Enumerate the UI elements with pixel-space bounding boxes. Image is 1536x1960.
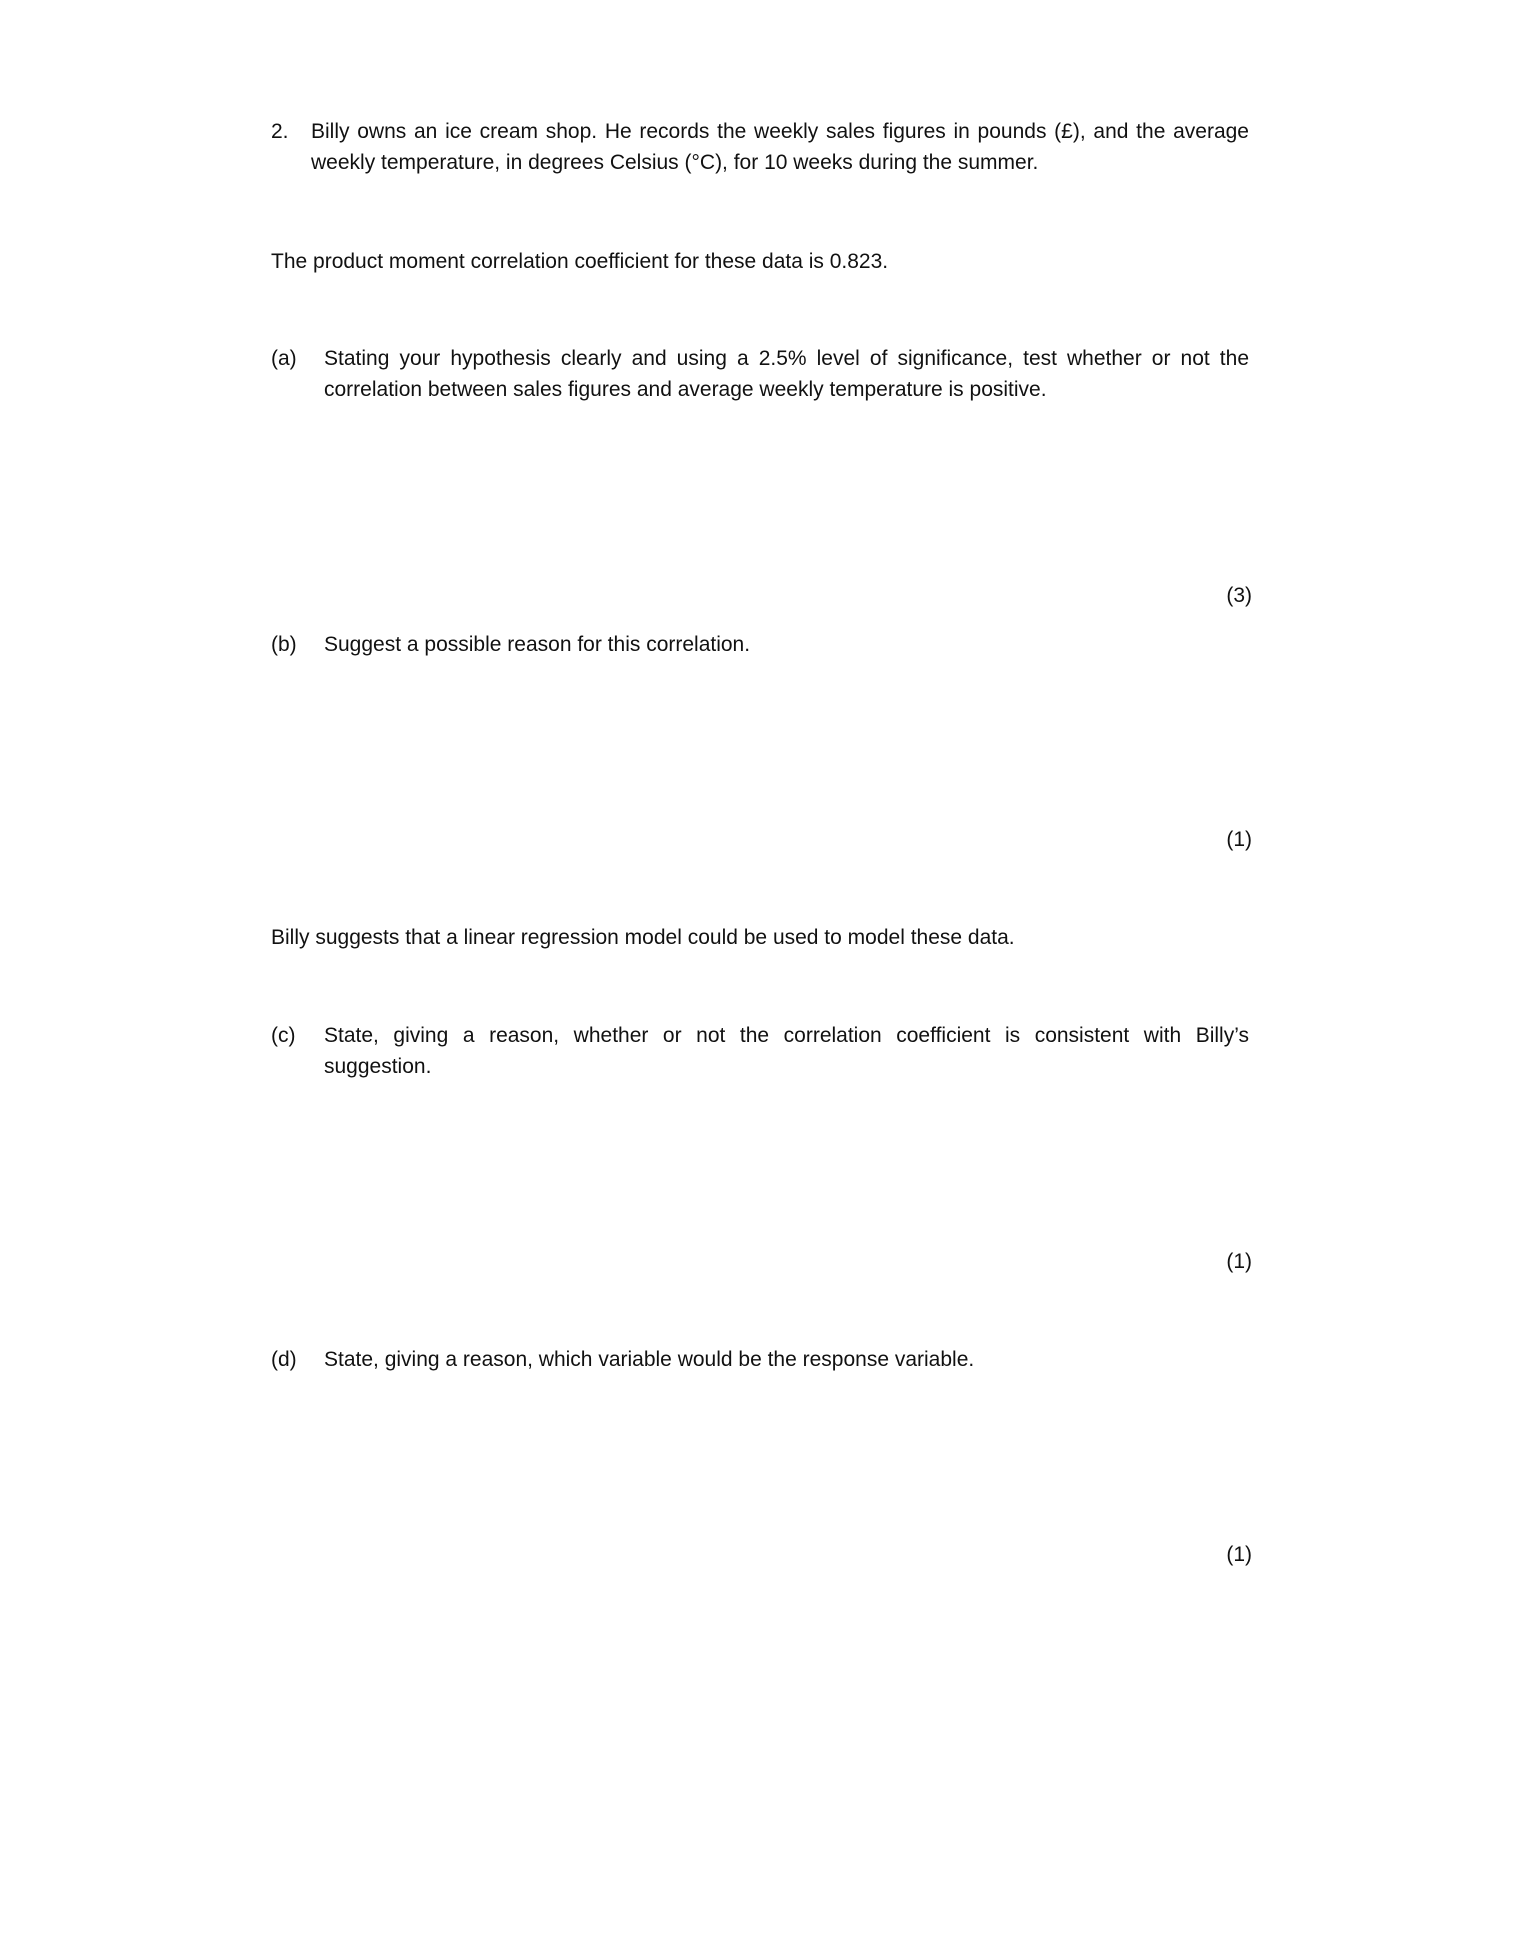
part-a-label: (a) [271, 347, 297, 370]
part-c-label: (c) [271, 1024, 296, 1047]
question-intro-line-2: weekly temperature, in degrees Celsius (°C), for 10 weeks during the summer. [311, 151, 1039, 174]
part-b-text: Suggest a possible reason for this correlation. [324, 633, 751, 656]
part-a-line-2: correlation between sales figures and average weekly temperature is positive. [324, 378, 1047, 401]
question-intro [311, 116, 1249, 178]
question-intro-line-1: Billy owns an ice cream shop. He records the weekly sales figures in pounds (£), and the average [311, 120, 1249, 143]
part-d-label: (d) [271, 1348, 297, 1371]
part-d-marks: (1) [1226, 1543, 1252, 1566]
part-a-text [324, 343, 1249, 405]
part-a-line-1: Stating your hypothesis clearly and using a 2.5% level of significance, test whether or not the [324, 347, 1249, 370]
question-number: 2. [271, 120, 289, 143]
part-c-marks: (1) [1226, 1250, 1252, 1273]
part-c-line-2: suggestion. [324, 1055, 432, 1078]
pmcc-statement: The product moment correlation coefficient for these data is 0.823. [271, 250, 889, 273]
part-c-text [324, 1020, 1249, 1082]
part-b-label: (b) [271, 633, 297, 656]
part-d-text: State, giving a reason, which variable would be the response variable. [324, 1348, 975, 1371]
part-a-marks: (3) [1226, 584, 1252, 607]
regression-statement: Billy suggests that a linear regression model could be used to model these data. [271, 926, 1015, 949]
part-c-line-1: State, giving a reason, whether or not the correlation coefficient is consistent with Billy’s [324, 1024, 1249, 1047]
part-b-marks: (1) [1226, 828, 1252, 851]
